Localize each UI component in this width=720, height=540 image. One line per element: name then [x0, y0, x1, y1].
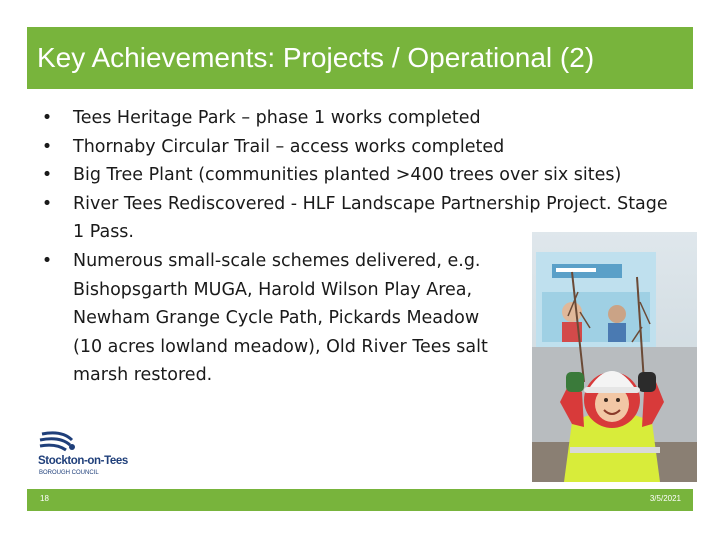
title-bar: [27, 27, 693, 89]
logo-name: Stockton-on-Tees: [38, 455, 128, 467]
bullet-icon: •: [41, 193, 53, 214]
list-item: [40, 104, 680, 133]
list-item: [40, 133, 680, 162]
list-item-text: River Tees Rediscovered - HLF Landscape Partnership Project. Stage 1 Pass.: [73, 193, 668, 243]
bullet-icon: •: [41, 250, 53, 271]
list-item-text: Thornaby Circular Trail – access works completed: [73, 136, 505, 157]
logo-subtitle: BOROUGH COUNCIL: [39, 470, 99, 476]
swirl-logo-icon: [38, 430, 78, 456]
list-item-text: Tees Heritage Park – phase 1 works completed: [73, 108, 481, 128]
list-item: [40, 247, 680, 390]
bullet-icon: •: [41, 165, 53, 186]
bullet-icon: •: [41, 108, 53, 128]
footer-bar: [27, 489, 693, 511]
slide-date: 3/5/2021: [649, 494, 681, 503]
list-item-text: Big Tree Plant (communities planted >400 trees over six sites): [73, 165, 622, 186]
slide-title: Key Achievements: Projects / Operational (2): [37, 42, 595, 73]
achievement-list: [40, 104, 680, 390]
slide-number: 18: [40, 494, 49, 503]
list-item-text: Numerous small-scale schemes delivered, e.g. Bishopsgarth MUGA, Harold Wilson Play Area, Newham Grange Cycle Path, Pickards Meadow (10 acres lowland meadow), Old River Tees salt marsh restored.: [73, 250, 488, 386]
list-item: [40, 190, 680, 247]
bullet-icon: •: [41, 136, 53, 157]
stockton-council-logo: [38, 430, 138, 482]
list-item: [40, 161, 680, 190]
